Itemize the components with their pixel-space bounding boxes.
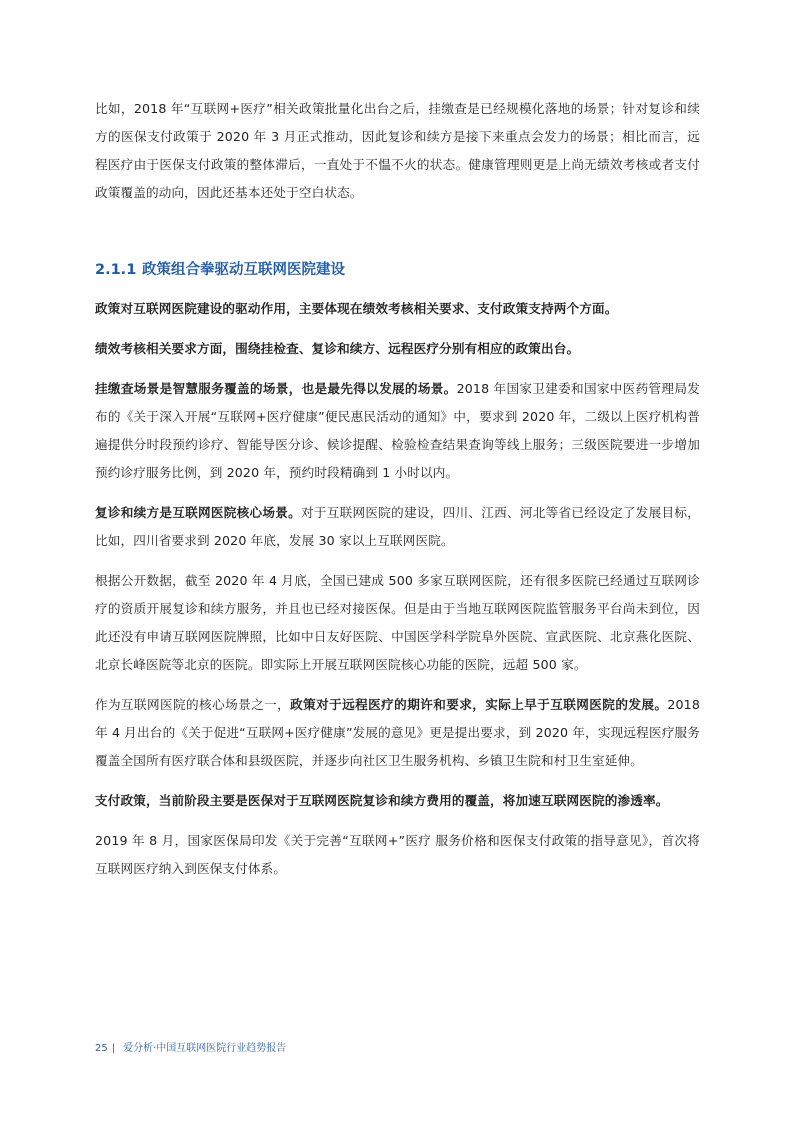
page-number: 25 bbox=[95, 1043, 108, 1054]
follow-up-scenario-text: 对于互联网医院的建设，四川、江西、河北等省已经设定了发展目标，比如，四川省要求到 2020 年底，发展 30 家以上互联网医院。 bbox=[95, 505, 700, 548]
follow-up-scenario-paragraph bbox=[95, 499, 700, 555]
follow-up-scenario-lead: 复诊和续方是互联网医院核心场景。 bbox=[95, 505, 301, 520]
footer-separator: | bbox=[111, 1043, 116, 1054]
report-title: 爱分析·中国互联网医院行业趋势报告 bbox=[123, 1043, 287, 1054]
appointment-scenario-text: 2018 年国家卫建委和国家中医药管理局发布的《关于深入开展“互联网+医疗健康”便民惠民活动的通知》中，要求到 2020 年，二级以上医疗机构普遍提供分时段预约诊疗、智能导医分诊、候诊提醒、检验检查结果查询等线上服务；三级医院要进一步增加预约诊疗服务比例，到 2020 年，预约时段精确到 1 小时以内。 bbox=[95, 381, 700, 480]
insurance-guidance-paragraph: 2019 年 8 月，国家医保局印发《关于完善“互联网+”医疗 服务价格和医保支付政策的指导意见》，首次将互联网医疗纳入到医保支付体系。 bbox=[95, 833, 700, 876]
performance-requirements-paragraph: 绩效考核相关要求方面，围绕挂检查、复诊和续方、远程医疗分别有相应的政策出台。 bbox=[95, 341, 580, 356]
section-title: 政策组合拳驱动互联网医院建设 bbox=[142, 262, 345, 278]
intro-paragraph: 比如，2018 年“互联网+医疗”相关政策批量化出台之后，挂缴查是已经规模化落地的场景；针对复诊和续方的医保支付政策于 2020 年 3 月正式推动，因此复诊和续方是接下来重点会发力的场景；相比而言，远程医疗由于医保支付政策的整体滞后，一直处于不愠不火的状态。健康管理则更是上尚无绩效考核或者支付政策覆盖的动向，因此还基本还处于空白状态。 bbox=[95, 101, 700, 200]
policy-drivers-paragraph: 政策对互联网医院建设的驱动作用，主要体现在绩效考核相关要求、支付政策支持两个方面。 bbox=[95, 301, 618, 316]
page-footer bbox=[95, 1042, 286, 1056]
telemedicine-text-2: 2018 年 4 月出台的《关于促进“互联网+医疗健康”发展的意见》更是提出要求，到 2020 年，实现远程医疗服务覆盖全国所有医疗联合体和县级医院，并逐步向社区卫生服务机构、乡镇卫生院和村卫生室延伸。 bbox=[95, 697, 701, 768]
public-data-paragraph: 根据公开数据，截至 2020 年 4 月底，全国已建成 500 多家互联网医院，还有很多医院已经通过互联网诊疗的资质开展复诊和续方服务，并且也已经对接医保。但是由于当地互联网医院监管服务平台尚未到位，因此还没有申请互联网医院牌照，比如中日友好医院、中国医学科学院阜外医院、宣武医院、北京燕化医院、北京长峰医院等北京的医院。即实际上开展互联网医院核心功能的医院，远超 500 家。 bbox=[95, 573, 700, 672]
payment-policy-paragraph: 支付政策，当前阶段主要是医保对于互联网医院复诊和续方费用的覆盖，将加速互联网医院的渗透率。 bbox=[95, 793, 669, 808]
page-content bbox=[95, 95, 700, 883]
telemedicine-lead: 政策对于远程医疗的期许和要求，实际上早于互联网医院的发展。 bbox=[290, 697, 668, 712]
section-heading bbox=[95, 256, 700, 284]
appointment-scenario-lead: 挂缴查场景是智慧服务覆盖的场景，也是最先得以发展的场景。 bbox=[95, 381, 457, 396]
section-number: 2.1.1 bbox=[95, 262, 137, 278]
appointment-scenario-paragraph bbox=[95, 375, 700, 487]
telemedicine-text-1: 作为互联网医院的核心场景之一， bbox=[95, 697, 291, 712]
telemedicine-paragraph bbox=[95, 691, 700, 775]
